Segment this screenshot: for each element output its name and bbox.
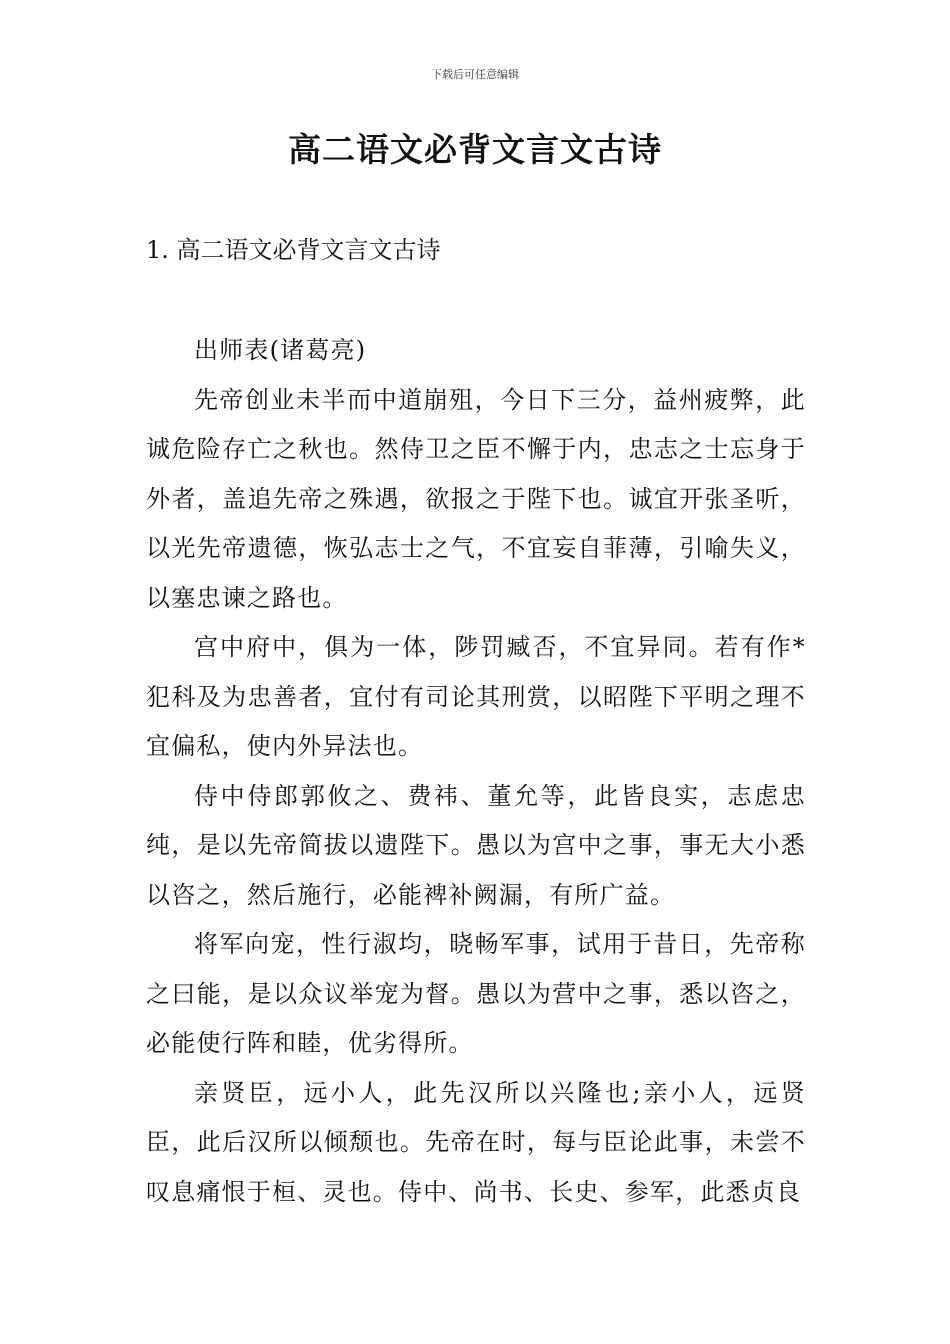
section-heading: 1. 高二语文必背文言文古诗 [146, 236, 441, 264]
header-note: 下载后可任意编辑 [431, 68, 519, 81]
paragraph-2: 宫中府中，俱为一体，陟罚臧否，不宜异同。若有作*犯科及为忠善者，宜付有司论其刑赏，以昭陛下平明之理不宜偏私，使内外异法也。 [146, 633, 806, 760]
poem-title: 出师表(诸葛亮) [194, 336, 367, 364]
document-title: 高二语文必背文言文古诗 [288, 130, 662, 169]
paragraph-4: 将军向宠，性行淑均，晓畅军事，试用于昔日，先帝称之曰能，是以众议举宠为督。愚以为营中之事，悉以咨之，必能使行阵和睦，优劣得所。 [146, 930, 806, 1057]
paragraph-3: 侍中侍郎郭攸之、费祎、董允等，此皆良实，志虑忠纯，是以先帝简拔以遗陛下。愚以为宫中之事，事无大小悉以咨之，然后施行，必能裨补阙漏，有所广益。 [146, 781, 806, 909]
document-body [146, 326, 806, 1217]
paragraph-5: 亲贤臣，远小人，此先汉所以兴隆也;亲小人，远贤臣，此后汉所以倾颓也。先帝在时，每与臣论此事，未尝不叹息痛恨于桓、灵也。侍中、尚书、长史、参军，此悉贞良 [146, 1078, 806, 1206]
paragraph-1: 先帝创业未半而中道崩殂，今日下三分，益州疲弊，此诚危险存亡之秋也。然侍卫之臣不懈于内，忠志之士忘身于外者，盖追先帝之殊遇，欲报之于陛下也。诚宜开张圣听，以光先帝遗德，恢弘志士之气，不宜妄自菲薄，引喻失义，以塞忠谏之路也。 [146, 385, 806, 612]
